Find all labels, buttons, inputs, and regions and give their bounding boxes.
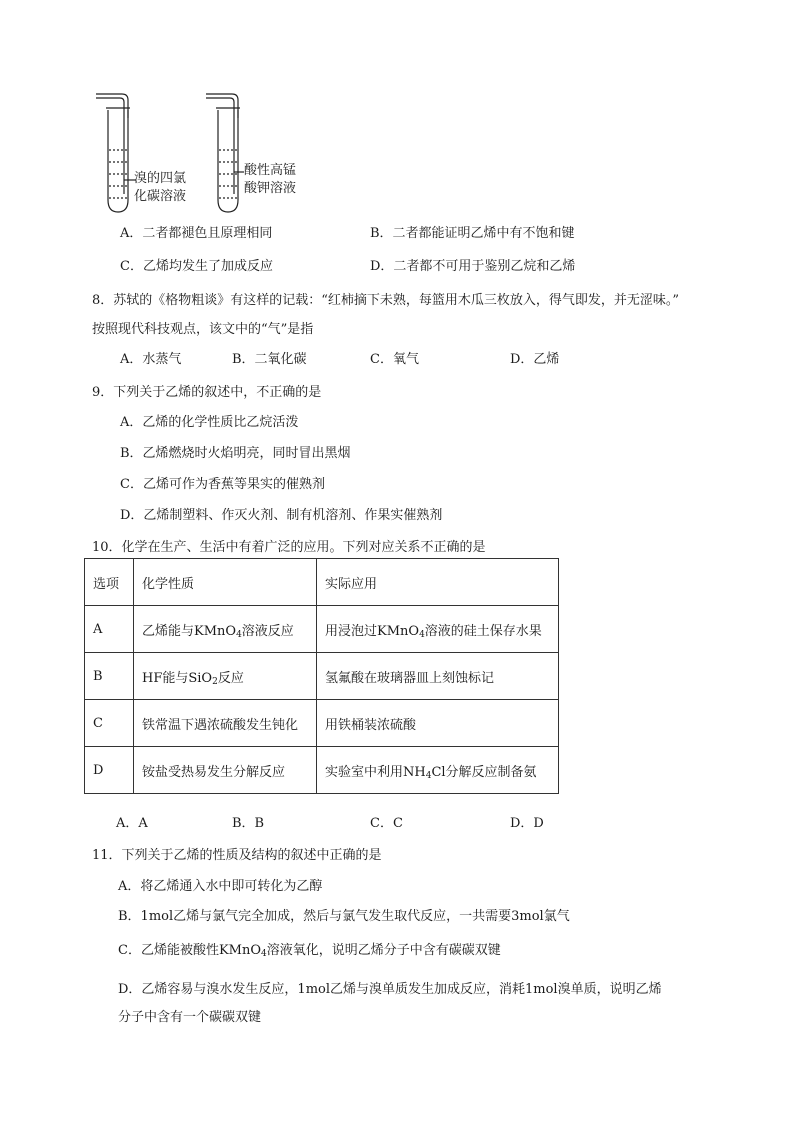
- q11-option-c: C．乙烯能被酸性KMnO$_4$溶液氧化，说明乙烯分子中含有碳碳双键: [118, 943, 501, 959]
- q9-option-a: A．乙烯的化学性质比乙烷活泼: [120, 415, 299, 430]
- q11-option-d-line-1: D．乙烯容易与溴水发生反应，1mol乙烯与溴单质发生加成反应，消耗1mol溴单质，说明乙烯: [118, 982, 662, 997]
- row-property: HF能与SiO$_2$反应: [134, 653, 317, 700]
- row-option: D: [85, 747, 134, 794]
- test-tube-1: [96, 94, 136, 212]
- q11-option-d-line-2: 分子中含有一个碳碳双键: [118, 1010, 262, 1025]
- q10-option-c: C．C: [370, 816, 403, 831]
- q11-stem: 11．下列关于乙烯的性质及结构的叙述中正确的是: [92, 848, 382, 863]
- test-tube-2: [206, 94, 244, 212]
- row-option: B: [85, 653, 134, 700]
- tube-2-label: 酸性高锰 酸钾溶液: [244, 163, 297, 196]
- row-application: 用浸泡过KMnO$_4$溶液的硅土保存水果: [317, 606, 559, 653]
- header-property: 化学性质: [134, 559, 317, 606]
- row-application: 氢氟酸在玻璃器皿上刻蚀标记: [317, 653, 559, 700]
- q10-option-d: D．D: [510, 816, 544, 831]
- q7-option-a: A．二者都褪色且原理相同: [120, 226, 273, 241]
- row-option: C: [85, 700, 134, 747]
- table-row: [85, 747, 559, 794]
- table-header-row: [85, 559, 559, 606]
- row-application: 用铁桶装浓硫酸: [317, 700, 559, 747]
- table-row: [85, 653, 559, 700]
- q9-option-b: B．乙烯燃烧时火焰明亮，同时冒出黑烟: [120, 446, 351, 461]
- q10-option-a: A．A: [116, 816, 148, 831]
- q11-option-b: B．1mol乙烯与氯气完全加成，然后与氯气发生取代反应，一共需要3mol氯气: [118, 909, 570, 924]
- header-option: 选项: [85, 559, 134, 606]
- table-row: [85, 606, 559, 653]
- q7-apparatus-diagram: [80, 88, 320, 216]
- row-property: 铵盐受热易发生分解反应: [134, 747, 317, 794]
- q9-stem: 9．下列关于乙烯的叙述中，不正确的是: [92, 385, 322, 400]
- q8-stem-line-2: 按照现代科技观点，该文中的“气”是指: [92, 322, 314, 337]
- table-row: [85, 700, 559, 747]
- q11-option-a: A．将乙烯通入水中即可转化为乙醇: [118, 879, 323, 894]
- row-option: A: [85, 606, 134, 653]
- row-application: 实验室中利用$NH_4Cl$分解反应制备氨: [317, 747, 559, 794]
- q8-stem-line-1: 8．苏轼的《格物粗谈》有这样的记载：“红柿摘下未熟，每篮用木瓜三枚放入，得气即发，并无涩味。”: [92, 293, 680, 308]
- q9-option-d: D．乙烯制塑料、作灭火剂、制有机溶剂、作果实催熟剂: [120, 508, 443, 523]
- q8-option-b: B．二氧化碳: [232, 352, 307, 367]
- q8-option-d: D．乙烯: [510, 352, 560, 367]
- q8-option-a: A．水蒸气: [120, 352, 182, 367]
- q9-option-c: C．乙烯可作为香蕉等果实的催熟剂: [120, 477, 325, 492]
- q7-option-d: D．二者都不可用于鉴别乙烷和乙烯: [370, 259, 576, 274]
- q10-table: [84, 558, 559, 794]
- q7-option-b: B．二者都能证明乙烯中有不饱和键: [370, 226, 575, 241]
- tube-1-label: 溴的四氯 化碳溶液: [134, 171, 187, 204]
- q10-option-b: B．B: [232, 816, 265, 831]
- row-property: 铁常温下遇浓硫酸发生钝化: [134, 700, 317, 747]
- q7-option-c: C．乙烯均发生了加成反应: [120, 259, 273, 274]
- q8-option-c: C．氧气: [370, 352, 419, 367]
- q10-stem: 10．化学在生产、生活中有着广泛的应用。下列对应关系不正确的是: [92, 540, 486, 555]
- row-property: 乙烯能与KMnO$_4$溶液反应: [134, 606, 317, 653]
- header-application: 实际应用: [317, 559, 559, 606]
